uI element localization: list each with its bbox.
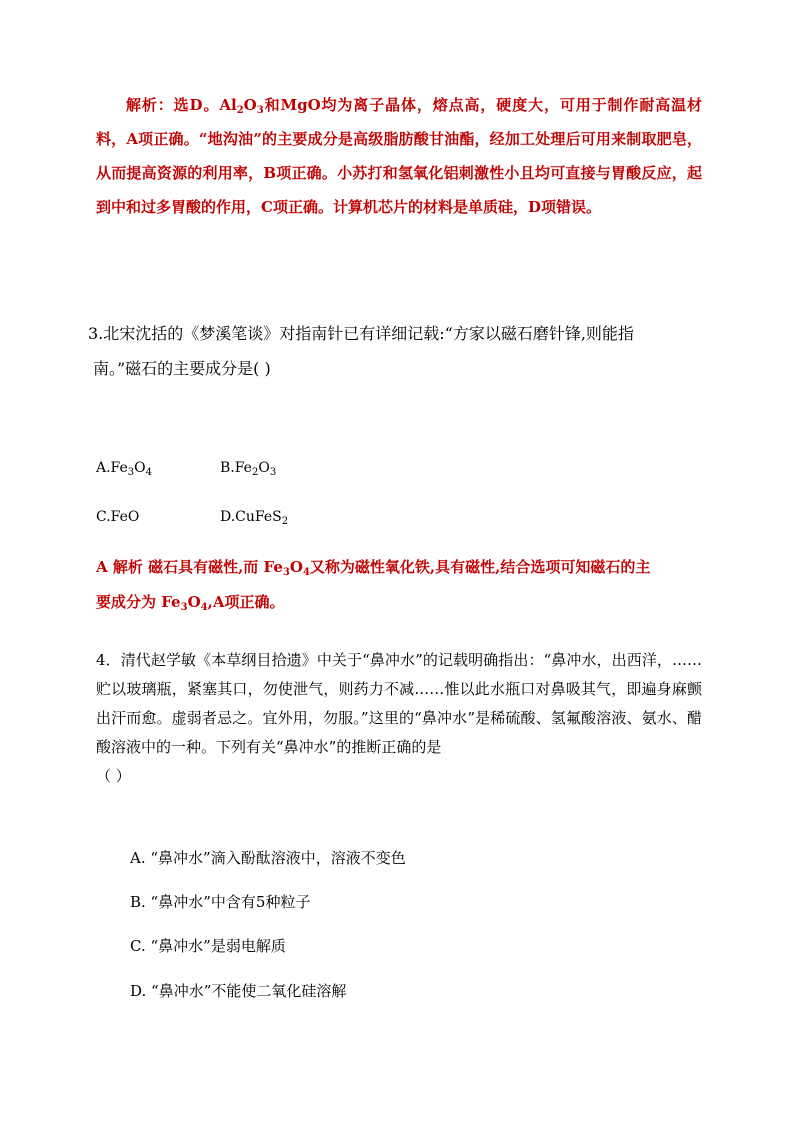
analysis-text: 和MgO均为离子晶体，熔点高，硬度大，可用于制作耐高温材料，A项正确。“地沟油”的主要成分是高级脂肪酸甘油酯，经加工处理后可用来制取肥皂，从而提高资源的利用率，B项正确。小苏打和氢氧化铝刺激性小且均可直接与胃酸反应，起到中和过多胃酸的作用，C项正确。计算机芯片的材料是单质硅，D项错误。 [96, 96, 702, 216]
answer-text: A 解析 磁石具有磁性,而 Fe [96, 558, 283, 576]
subscript: 3 [180, 602, 188, 613]
answer-line-2 [96, 585, 706, 620]
subscript: 4 [200, 602, 208, 613]
option-text: C.FeO [96, 509, 140, 525]
subscript: 3 [127, 467, 135, 478]
subscript: 2 [281, 516, 289, 527]
option-text: A.Fe [96, 460, 128, 476]
subscript: 4 [145, 467, 153, 478]
option-text: D.CuFeS [220, 509, 282, 525]
question-3-line-2: 南。”磁石的主要成分是( ) [93, 359, 271, 378]
choice-c: C. “鼻冲水”是弱电解质 [130, 937, 286, 955]
answer-line-1 [96, 550, 706, 585]
choice-b: B. “鼻冲水”中含有5种粒子 [130, 893, 311, 911]
subscript: 3 [282, 567, 290, 578]
question-3-answer [96, 550, 706, 620]
question-2-analysis [96, 88, 702, 224]
option-text: O [134, 460, 146, 476]
question-4-text: 4．清代赵学敏《本草纲目拾遗》中关于“鼻冲水”的记载明确指出：“鼻冲水，出西洋，……贮以玻璃瓶，紧塞其口，勿使泄气，则药力不减……惟以此水瓶口对鼻吸其气，即遍身麻颤出汗而愈。虚弱者忌之。宜外用，勿服。”这里的“鼻冲水”是稀硫酸、氢氟酸溶液、氨水、醋酸溶液中的一种。下列有关“鼻冲水”的推断正确的是 [96, 651, 702, 756]
choice-d: D. “鼻冲水”不能使二氧化硅溶解 [130, 982, 347, 1000]
answer-text: 要成分为 Fe [96, 593, 181, 611]
option-text: B.Fe [220, 460, 252, 476]
question-4-stem [96, 646, 702, 791]
option-c [96, 507, 139, 527]
option-text: O [258, 460, 270, 476]
subscript: 2 [236, 105, 244, 116]
option-a [96, 458, 152, 478]
subscript: 4 [302, 567, 310, 578]
answer-text: O [289, 558, 303, 576]
answer-text: 又称为磁性氧化铁,具有磁性,结合选项可知磁石的主 [309, 558, 651, 576]
question-3-line-1: 3.北宋沈括的《梦溪笔谈》对指南针已有详细记载:“方家以磁石磨针锋,则能指 [88, 324, 634, 343]
choice-a: A. “鼻冲水”滴入酚酞溶液中，溶液不变色 [130, 849, 406, 867]
option-b [220, 458, 276, 478]
analysis-text: 解析：选D。Al [126, 96, 237, 114]
question-3-stem [88, 316, 708, 386]
answer-text: O [187, 593, 201, 611]
option-d [220, 507, 288, 527]
answer-blank: （ ） [96, 767, 131, 785]
answer-text: ,A项正确。 [207, 593, 285, 611]
analysis-text: O [243, 96, 257, 114]
subscript: 2 [251, 467, 259, 478]
subscript: 3 [269, 467, 277, 478]
subscript: 3 [256, 105, 264, 116]
